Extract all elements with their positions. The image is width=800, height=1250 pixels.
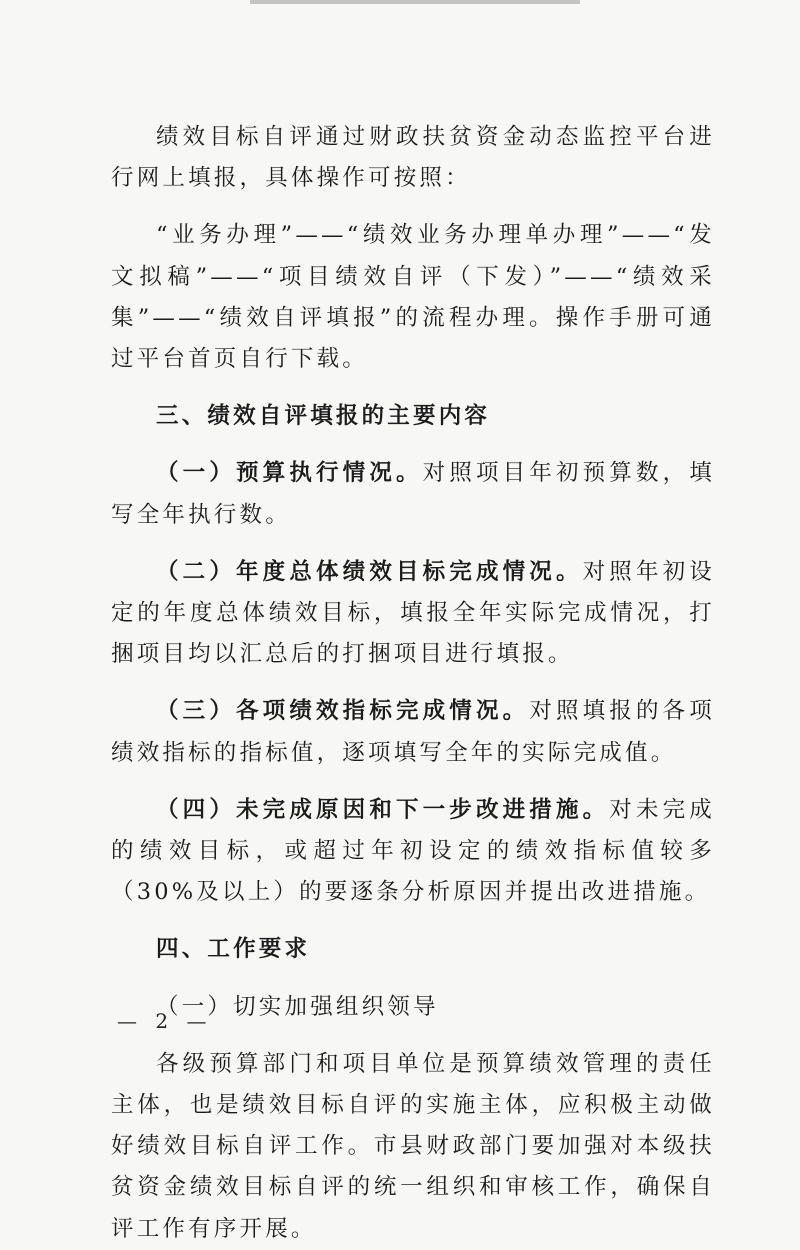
item-reasons-improvements [111, 790, 715, 914]
item-indicators [111, 691, 715, 773]
page-number: — 2 — [117, 1009, 213, 1033]
paragraph-platform-intro: 绩效目标自评通过财政扶贫资金动态监控平台进行网上填报，具体操作可按照： [111, 124, 715, 192]
subsection-heading-1: （一）切实加强组织领导 [156, 993, 439, 1020]
item-text: 对未完成的绩效目标，或超过年初设定的绩效指标值较多（30%及以上）的要逐条分析原因并提出改进措施。 [111, 796, 715, 906]
document-body [111, 117, 715, 1250]
item-title: （二）年度总体绩效目标完成情况。 [156, 558, 583, 585]
item-annual-goal [111, 552, 715, 676]
item-title: （一）预算执行情况。 [156, 460, 423, 487]
item-text: 对照项目年初预算数，填写全年执行数。 [111, 460, 715, 528]
paragraph-responsibility: 各级预算部门和项目单位是预算绩效管理的责任主体，也是绩效目标自评的实施主体，应积极主动做好绩效目标自评工作。市县财政部门要加强对本级扶贫资金绩效目标自评的统一组织和审核工作，确保自评工作有序开展。 [111, 1050, 715, 1242]
item-title: （三）各项绩效指标完成情况。 [156, 698, 530, 725]
section-heading-3: 三、绩效自评填报的主要内容 [156, 403, 491, 430]
item-budget-execution [111, 453, 715, 535]
item-title: （四）未完成原因和下一步改进措施。 [156, 796, 610, 823]
section-heading-4: 四、工作要求 [156, 936, 311, 963]
scan-edge-line [250, 0, 580, 4]
paragraph-workflow: “业务办理”——“绩效业务办理单办理”——“发文拟稿”——“项目绩效自评（下发）”——“绩效采集”——“绩效自评填报”的流程办理。操作手册可通过平台首页自行下载。 [111, 222, 715, 373]
item-text: 对照年初设定的年度总体绩效目标，填报全年实际完成情况，打捆项目均以汇总后的打捆项目进行填报。 [111, 558, 715, 668]
item-text: 对照填报的各项绩效指标的指标值，逐项填写全年的实际完成值。 [111, 698, 715, 766]
